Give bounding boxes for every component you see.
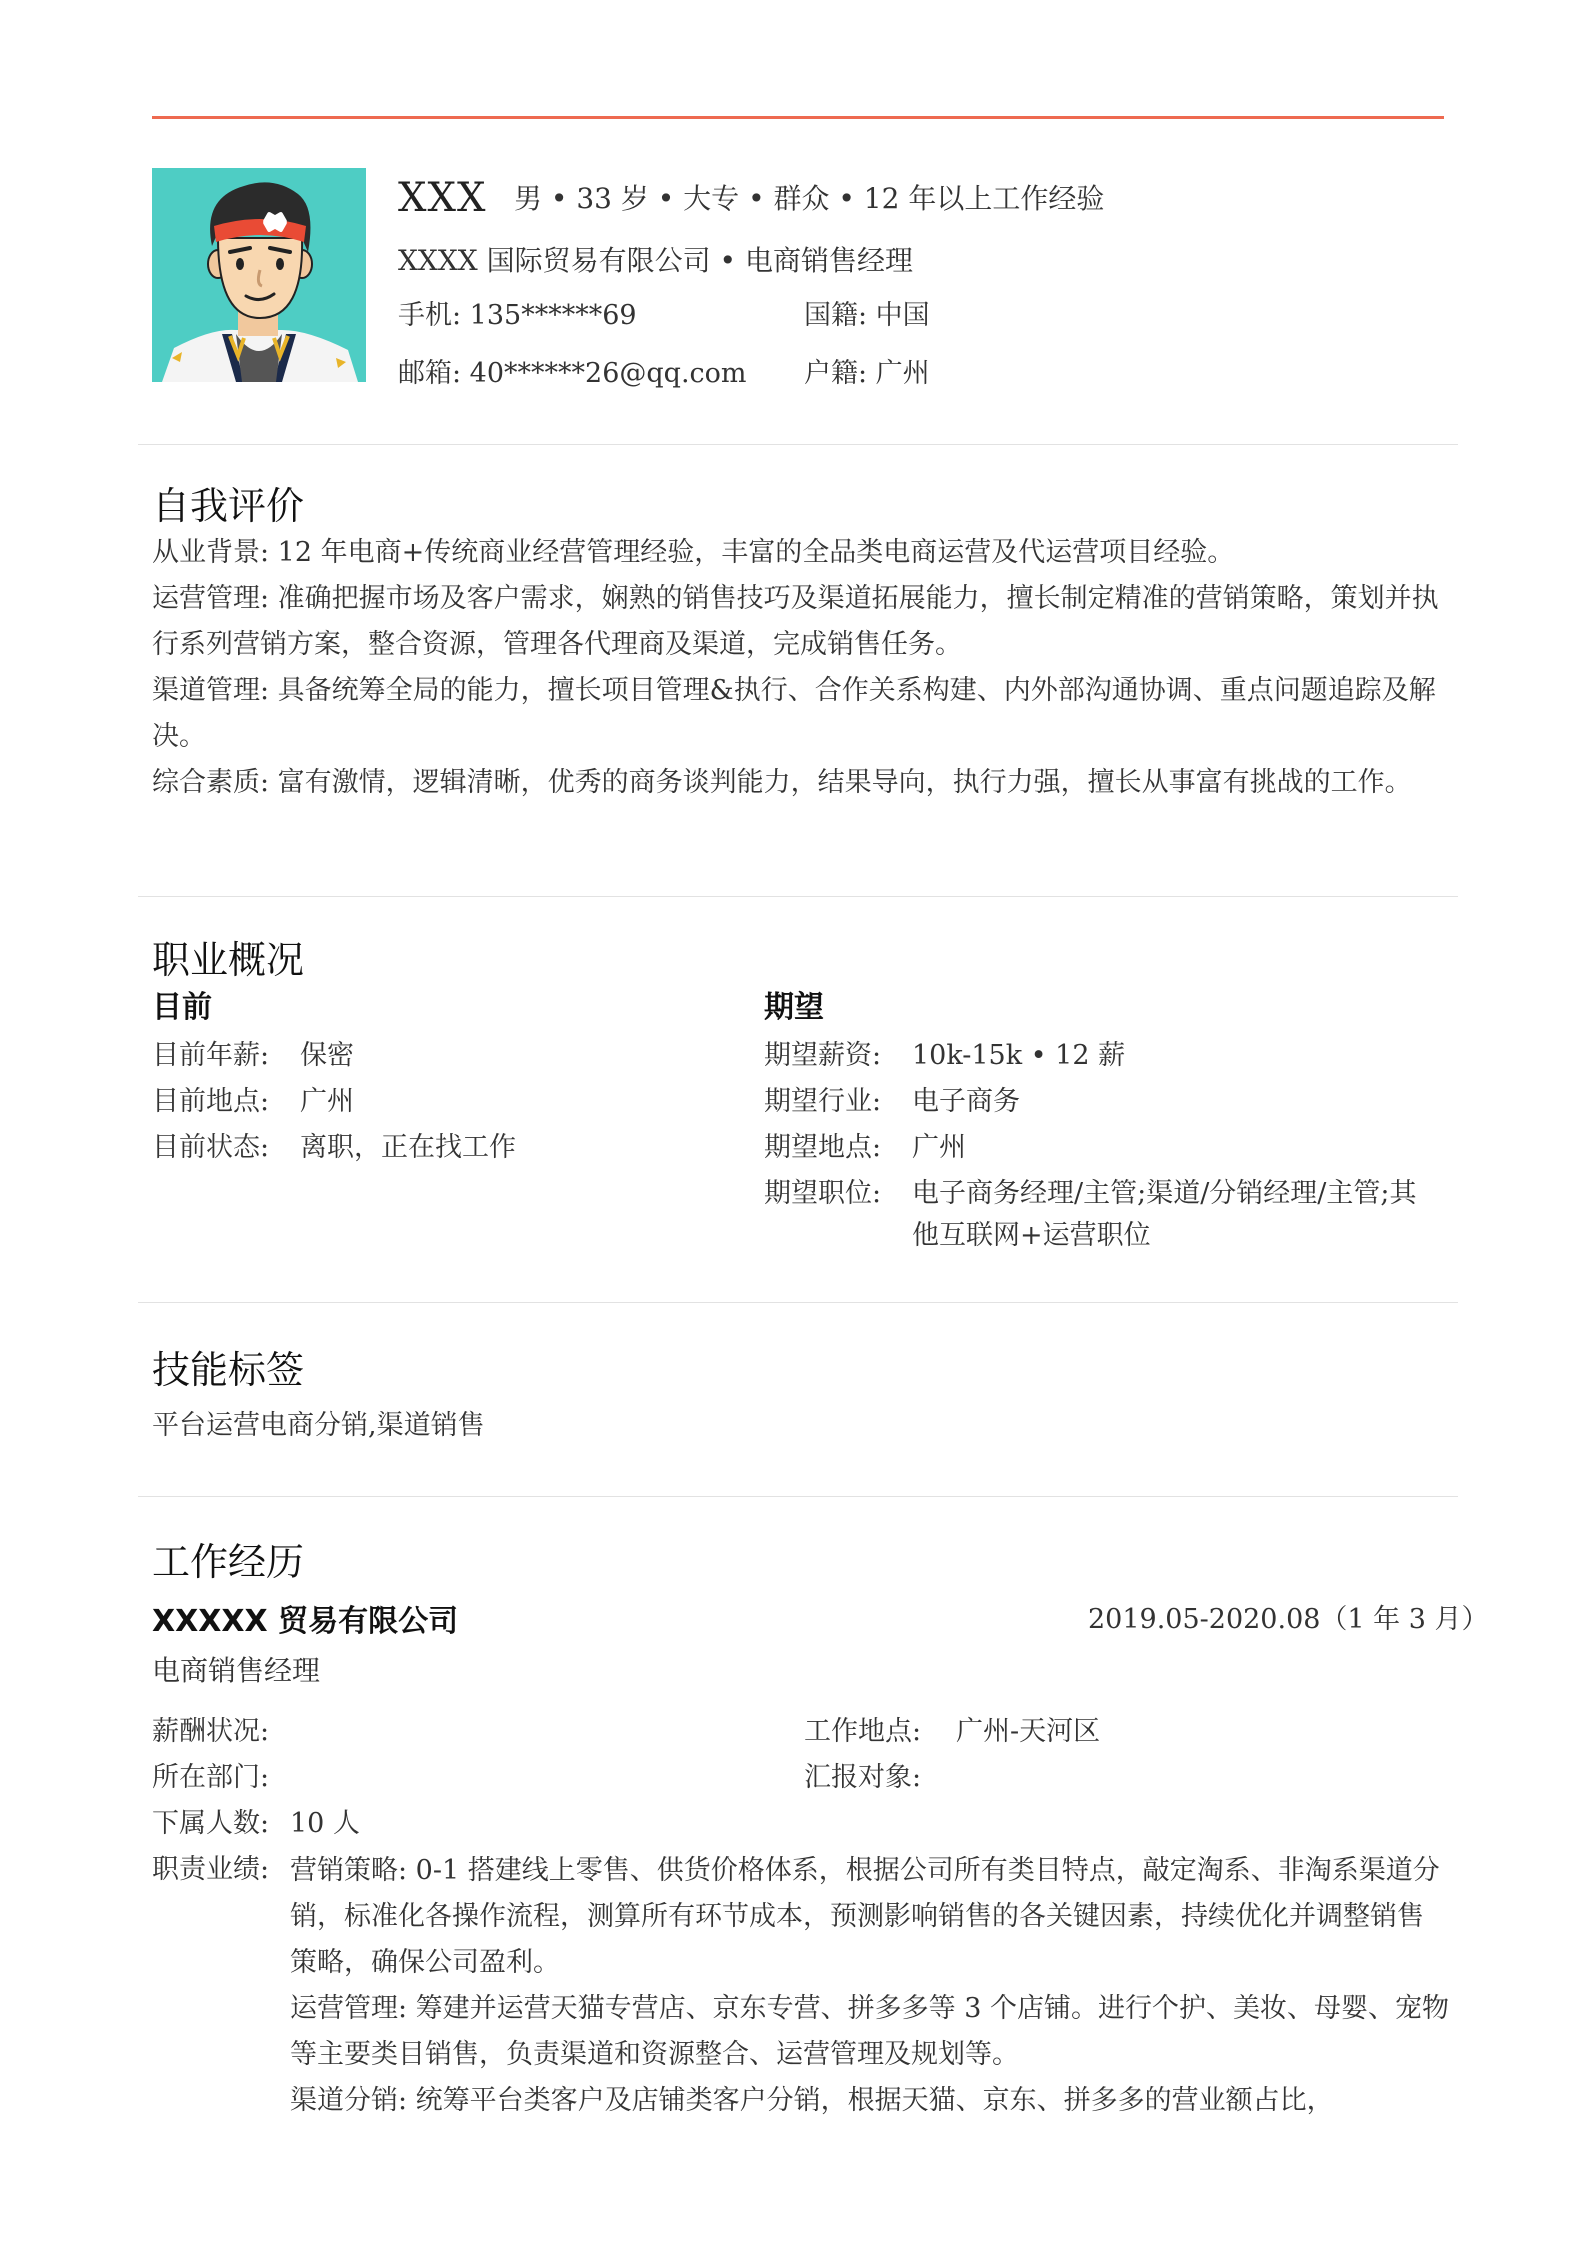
divider <box>138 1302 1458 1303</box>
nationality: 国籍: 中国 <box>804 300 930 331</box>
phone: 手机: 135******69 <box>398 300 637 331</box>
expected-industry: 电子商务 <box>912 1086 1020 1117</box>
section-title-self-evaluation: 自我评价 <box>152 484 305 528</box>
duty-item: 渠道分销: 统筹平台类客户及店铺类客户分销，根据天猫、京东、拼多多的营业额占比， <box>290 2085 1334 2116</box>
section-title-career: 职业概况 <box>152 938 305 982</box>
expected-position-line1: 电子商务经理/主管;渠道/分销经理/主管;其 <box>912 1178 1417 1209</box>
avatar <box>152 168 366 382</box>
expected-position-line2: 他互联网+运营职位 <box>912 1220 1151 1251</box>
work-duties-label: 职责业绩: <box>152 1854 270 1885</box>
self-evaluation-paragraph: 从业背景: 12 年电商+传统商业经营管理经验，丰富的全品类电商运营及代运营项目经验。 <box>152 537 1235 568</box>
work-company: XXXXX 贸易有限公司 <box>152 1604 459 1639</box>
self-evaluation-paragraph: 综合素质: 富有激情，逻辑清晰，优秀的商务谈判能力，结果导向，执行力强，擅长从事富有挑战的工作。 <box>152 767 1412 798</box>
duty-item: 营销策略: 0-1 搭建线上零售、供货价格体系，根据公司所有类目特点，敲定淘系、非淘系渠道分销，标准化各操作流程，测算所有环节成本，预测影响销售的各关键因素，持续优化并调整销售策略，确保公司盈利。 <box>290 1855 1440 1978</box>
current-status: 离职，正在找工作 <box>300 1132 516 1163</box>
divider <box>138 1496 1458 1497</box>
divider <box>138 444 1458 445</box>
work-location: 广州-天河区 <box>956 1716 1101 1747</box>
current-location-label: 目前地点: <box>152 1086 270 1117</box>
current-position: XXXX 国际贸易有限公司 • 电商销售经理 <box>398 244 913 277</box>
candidate-summary: 男 • 33 岁 • 大专 • 群众 • 12 年以上工作经验 <box>514 182 1105 215</box>
work-location-label: 工作地点: <box>804 1716 922 1747</box>
top-accent-line <box>152 116 1444 119</box>
divider <box>138 896 1458 897</box>
current-salary-label: 目前年薪: <box>152 1040 270 1071</box>
section-title-work: 工作经历 <box>152 1540 305 1584</box>
skills-text: 平台运营电商分销,渠道销售 <box>152 1410 485 1441</box>
current-heading: 目前 <box>152 990 212 1025</box>
expected-salary: 10k-15k • 12 薪 <box>912 1040 1126 1071</box>
hukou: 户籍: 广州 <box>804 358 930 389</box>
expected-heading: 期望 <box>764 990 824 1025</box>
work-duties <box>290 1848 1450 2124</box>
expected-position-label: 期望职位: <box>764 1178 882 1209</box>
work-dept-label: 所在部门: <box>152 1762 270 1793</box>
expected-location-label: 期望地点: <box>764 1132 882 1163</box>
work-period: 2019.05-2020.08（1 年 3 月） <box>1088 1604 1489 1635</box>
work-subordinates-label: 下属人数: <box>152 1808 270 1839</box>
self-evaluation-text <box>152 530 1448 806</box>
work-role: 电商销售经理 <box>152 1654 321 1687</box>
expected-salary-label: 期望薪资: <box>764 1040 882 1071</box>
work-salary-label: 薪酬状况: <box>152 1716 270 1747</box>
expected-location: 广州 <box>912 1132 966 1163</box>
email: 邮箱: 40******26@qq.com <box>398 358 747 389</box>
current-location: 广州 <box>300 1086 354 1117</box>
work-report-label: 汇报对象: <box>804 1762 922 1793</box>
work-subordinates: 10 人 <box>290 1808 360 1839</box>
expected-industry-label: 期望行业: <box>764 1086 882 1117</box>
self-evaluation-paragraph: 渠道管理: 具备统筹全局的能力，擅长项目管理&执行、合作关系构建、内外部沟通协调、重点问题追踪及解决。 <box>152 675 1436 752</box>
candidate-name: XXX <box>398 175 487 221</box>
section-title-skills: 技能标签 <box>152 1348 305 1392</box>
self-evaluation-paragraph: 运营管理: 准确把握市场及客户需求，娴熟的销售技巧及渠道拓展能力，擅长制定精准的营销策略，策划并执行系列营销方案，整合资源，管理各代理商及渠道，完成销售任务。 <box>152 583 1439 660</box>
current-salary: 保密 <box>300 1040 354 1071</box>
current-status-label: 目前状态: <box>152 1132 270 1163</box>
duty-item: 运营管理: 筹建并运营天猫专营店、京东专营、拼多多等 3 个店铺。进行个护、美妆、母婴、宠物等主要类目销售，负责渠道和资源整合、运营管理及规划等。 <box>290 1993 1450 2070</box>
